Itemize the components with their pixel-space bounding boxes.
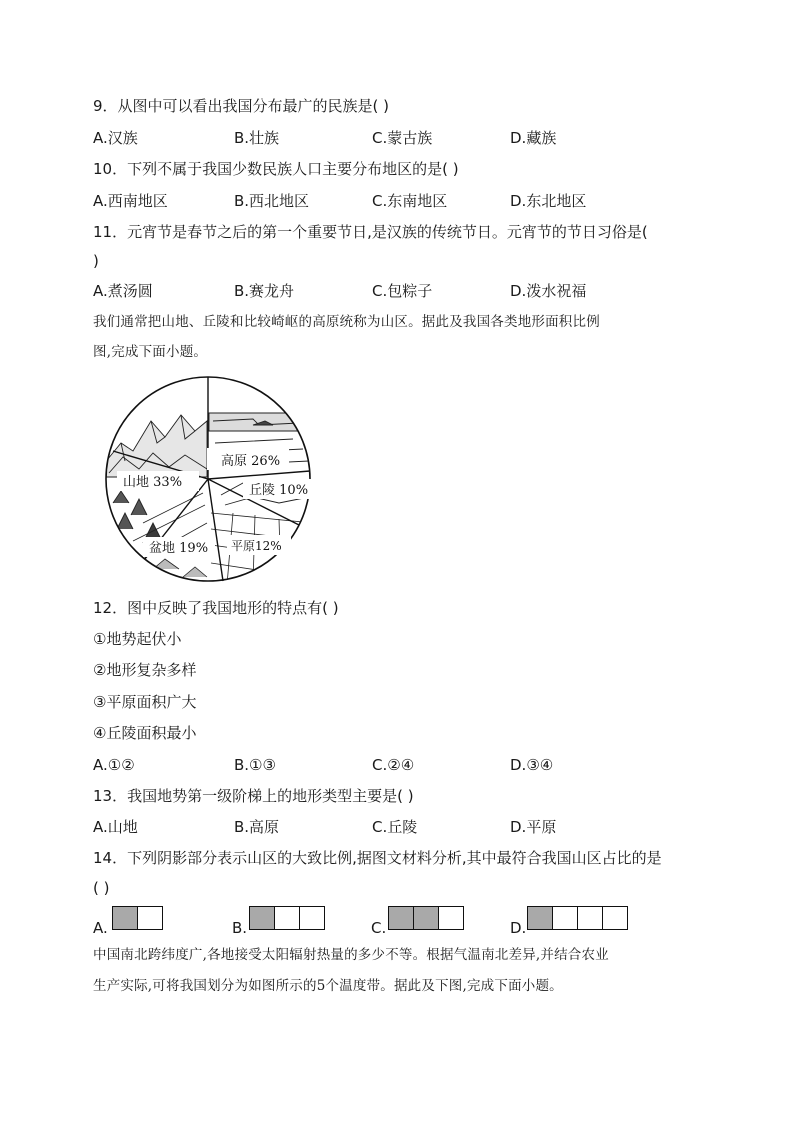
intro1-line1: 我们通常把山地、丘陵和比较崎岖的高原统称为山区。据此及我国各类地形面积比例: [93, 314, 600, 330]
q11-option-a: A.煮汤圆: [93, 282, 153, 300]
q11-option-b: B.赛龙舟: [234, 282, 295, 300]
slice-label-hill: 丘陵 10%: [249, 483, 309, 498]
intro1-line2: 图,完成下面小题。: [93, 344, 208, 360]
shaded-cell: [388, 906, 414, 930]
q12-option-d: D.③④: [510, 756, 554, 774]
q12-statement-2: ②地形复杂多样: [93, 661, 197, 679]
q14-option-d-boxes: [528, 906, 628, 930]
empty-cell: [137, 906, 163, 930]
landform-pie-chart: [103, 373, 313, 585]
q12-option-b: B.①③: [234, 756, 276, 774]
q13-option-a: A.山地: [93, 818, 138, 836]
q12-stem: 12．图中反映了我国地形的特点有( ): [93, 599, 339, 617]
q12-option-a: A.①②: [93, 756, 135, 774]
intro2-line1: 中国南北跨纬度广,各地接受太阳辐射热量的多少不等。根据气温南北差异,并结合农业: [93, 947, 609, 963]
q9-stem: 9．从图中可以看出我国分布最广的民族是( ): [93, 97, 390, 115]
q12-statement-4: ④丘陵面积最小: [93, 724, 197, 742]
slice-label-plain: 平原12%: [231, 539, 282, 553]
q10-option-d: D.东北地区: [510, 192, 587, 210]
landform-pie-svg: [103, 373, 313, 585]
q9-option-d: D.藏族: [510, 129, 557, 147]
shaded-cell: [527, 906, 553, 930]
q14-option-a-boxes: [113, 906, 163, 930]
empty-cell: [552, 906, 578, 930]
q14-option-c-boxes: [389, 906, 464, 930]
shaded-cell: [112, 906, 138, 930]
empty-cell: [577, 906, 603, 930]
q13-option-d: D.平原: [510, 818, 557, 836]
q9-option-c: C.蒙古族: [372, 129, 433, 147]
q11-stem-line2: ): [93, 252, 99, 270]
q12-option-c: C.②④: [372, 756, 415, 774]
q14-option-c-label: C.: [371, 919, 387, 937]
q10-option-b: B.西北地区: [234, 192, 310, 210]
q13-option-b: B.高原: [234, 818, 280, 836]
empty-cell: [299, 906, 325, 930]
q10-option-a: A.西南地区: [93, 192, 168, 210]
q14-option-d-label: D.: [510, 919, 527, 937]
q13-stem: 13．我国地势第一级阶梯上的地形类型主要是( ): [93, 787, 414, 805]
shaded-cell: [413, 906, 439, 930]
slice-label-plateau: 高原 26%: [221, 454, 281, 469]
q12-statement-3: ③平原面积广大: [93, 693, 197, 711]
intro2-line2: 生产实际,可将我国划分为如图所示的5个温度带。据此及下图,完成下面小题。: [93, 978, 563, 994]
empty-cell: [602, 906, 628, 930]
shaded-cell: [249, 906, 275, 930]
q11-option-d: D.泼水祝福: [510, 282, 587, 300]
slice-label-mountain: 山地 33%: [123, 475, 183, 490]
q14-option-a-label: A.: [93, 919, 108, 937]
q14-stem-line1: 14．下列阴影部分表示山区的大致比例,据图文材料分析,其中最符合我国山区占比的是: [93, 849, 662, 867]
slice-label-basin: 盆地 19%: [149, 541, 209, 556]
q10-option-c: C.东南地区: [372, 192, 448, 210]
q9-option-a: A.汉族: [93, 129, 138, 147]
q12-statement-1: ①地势起伏小: [93, 630, 182, 648]
q14-stem-line2: ( ): [93, 879, 110, 897]
q14-option-b-boxes: [250, 906, 325, 930]
empty-cell: [274, 906, 300, 930]
q11-option-c: C.包粽子: [372, 282, 433, 300]
q10-stem: 10．下列不属于我国少数民族人口主要分布地区的是( ): [93, 160, 459, 178]
q11-stem-line1: 11．元宵节是春节之后的第一个重要节日,是汉族的传统节日。元宵节的节日习俗是(: [93, 223, 648, 241]
empty-cell: [438, 906, 464, 930]
q14-option-b-label: B.: [232, 919, 248, 937]
q13-option-c: C.丘陵: [372, 818, 418, 836]
q9-option-b: B.壮族: [234, 129, 280, 147]
